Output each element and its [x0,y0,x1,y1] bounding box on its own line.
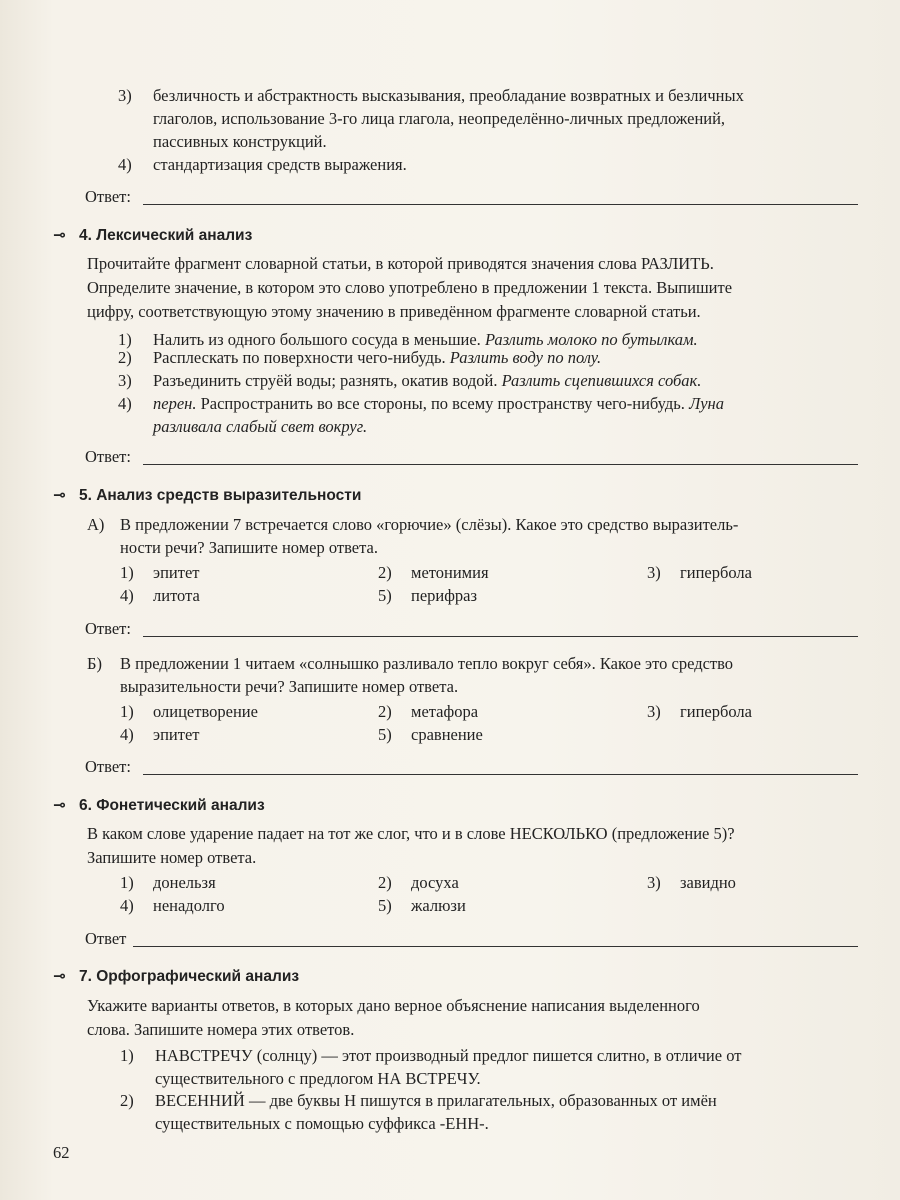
answer-field[interactable] [85,619,131,639]
answer-option: 5) сравнение [378,725,483,744]
book-page: 3) безличность и абстрактность высказывания, преобладание возвратных и безличных глаголов, использование 3-го лица глагола, неопределённо-личных предложений, пассивных конструкций. 4) стандартизация средств выражения. Ответ: ⊸ 4. Лексический анализ Прочитайте фрагмент словарной статьи, в которой приводятся значения слова РАЗЛИТЬ. Определите значение, в котором это слово употреблено в предложении 1 текста. Выпишите цифру, соответствующую этому значению в приведённом фрагменте словарной статьи. 1) Налить из одного большого сосуда в меньшие. Разлить молоко по бутылкам. 2) Расплескать по поверхности чего-нибудь. Разлить воду по полу. 3) Разъединить струёй воды; разнять, окатив водой. Разлить сцепившихся собак. 4) перен. Распространить во все стороны, по всему пространству чего-нибудь. Луна разливала слабый свет вокруг. Ответ: ⊸ 5. Анализ средств выразительности А) В предложении 7 встречается слово «горючие» (слёзы). Какое это средство выразитель- ности речи? Запишите номер ответа. 1) эпитет 2) метонимия 3) гипербола 4) литота 5) перифраз Ответ: Б) В предложении 1 читаем «солнышко разливало тепло вокруг себя». Какое это средство выразительности речи? Запишите номер ответа. 1) олицетворение 2) метафора 3) гипербола 4) эпитет 5) сравнение Ответ: ⊸ 6. Фонетический анализ В каком слове ударение падает на тот же слог, что и в слове НЕСКОЛЬКО (предложение 5)? Запишите номер ответа. 1) донельзя 2) досуха 3) завидно 4) ненадолго 5) жалюзи Ответ ⊸ 7. Орфографический анализ Укажите варианты ответов, в которых дано верное объяснение написания выделенного слова. Запишите номера этих ответов. 1) НАВСТРЕЧУ (солнцу) — этот производный предлог пишется слитно, в отличие от существительного с предлогом НА ВСТРЕЧУ. 2) ВЕСЕННИЙ — две буквы Н пишутся в прилагательных, образованных от имён существительных с помощью суффикса -ЕНН-. 62 [0,0,900,1200]
arrow-icon: ⊸ [53,487,66,504]
answer-option: 1) олицетворение [120,702,258,721]
arrow-icon: ⊸ [53,968,66,985]
section-title: ⊸ 4. Лексический анализ [53,227,253,244]
answer-option: 2) досуха [378,873,459,892]
answer-line[interactable] [133,946,858,947]
answer-option: 4) литота [120,586,200,605]
answer-option: 2) метонимия [378,563,489,582]
answer-field[interactable] [85,929,126,949]
answer-line[interactable] [143,636,858,637]
answer-option: 2) метафора [378,702,479,721]
answer-label: Ответ: [85,619,131,638]
answer-line[interactable] [143,464,858,465]
text-line: безличность и абстрактность высказывания, преобладание возвратных и безличных [153,86,744,105]
answer-line[interactable] [143,204,858,205]
arrow-icon: ⊸ [53,797,66,814]
answer-field[interactable] [85,757,131,777]
answer-line[interactable] [143,774,858,775]
answer-option: 5) жалюзи [378,896,466,915]
answer-label: Ответ [85,929,127,948]
text-line: глаголов, использование 3-го лица глагола, неопределённо-личных предложений, [153,109,726,128]
task-instructions: Укажите варианты ответов, в которых дано верное объяснение написания выделенного слова. Запишите номера этих ответов. [87,996,700,1039]
answer-option: 1) эпитет [120,563,200,582]
answer-option: 3) гипербола [647,702,752,721]
answer-option: 3) завидно [647,873,736,892]
section-title: ⊸ 5. Анализ средств выразительности [53,487,362,504]
answer-field[interactable] [85,187,131,207]
task-instructions: В каком слове ударение падает на тот же слог, что и в слове НЕСКОЛЬКО (предложение 5)? Запишите номер ответа. [87,824,735,867]
answer-option: 4) ненадолго [120,896,225,915]
page-number: 62 [53,1143,70,1162]
task-instructions: Прочитайте фрагмент словарной статьи, в которой приводятся значения слова РАЗЛИТЬ. Определите значение, в котором это слово употреблено в предложении 1 текста. Выпишите цифру, соответствующую этому значению в приведённом фрагменте словарной статьи. [87,254,733,321]
answer-label: Ответ: [85,187,131,206]
section-title: ⊸ 7. Орфографический анализ [53,968,300,985]
answer-label: Ответ: [85,447,131,466]
answer-option: 3) гипербола [647,563,752,582]
arrow-icon: ⊸ [53,227,66,244]
answer-field[interactable] [85,447,131,467]
text-line: пассивных конструкций. [153,132,327,151]
section-title: ⊸ 6. Фонетический анализ [53,797,265,814]
answer-option: 1) донельзя [120,873,216,892]
answer-label: Ответ: [85,757,131,776]
answer-option: 5) перифраз [378,586,478,605]
answer-option: 4) эпитет [120,725,200,744]
